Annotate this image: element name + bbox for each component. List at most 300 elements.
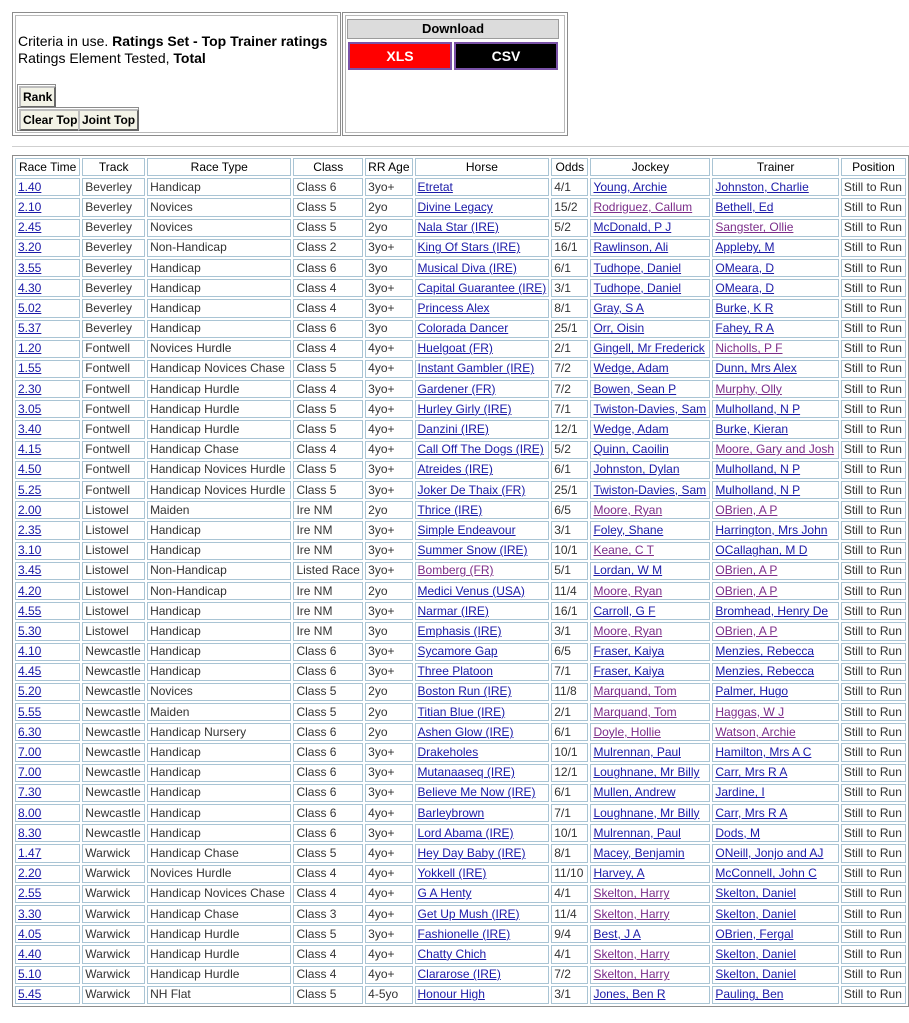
jockey-link[interactable]: Skelton, Harry xyxy=(593,967,670,982)
trainer-link[interactable]: Skelton, Daniel xyxy=(715,946,797,961)
trainer-link[interactable]: OBrien, A P xyxy=(715,623,778,638)
cell-track: Warwick xyxy=(82,885,145,903)
trainer-link[interactable]: Hamilton, Mrs A C xyxy=(715,745,812,760)
cell-track: Listowel xyxy=(82,622,145,640)
trainer-link[interactable]: Pauling, Ben xyxy=(715,987,784,1002)
cell-track: Listowel xyxy=(82,562,145,580)
trainer-link[interactable]: Carr, Mrs R A xyxy=(715,765,788,780)
jockey-link[interactable]: Carroll, G F xyxy=(593,603,656,618)
horse-link[interactable]: Boston Run (IRE) xyxy=(417,684,512,699)
cell-class: Class 3 xyxy=(293,905,363,923)
cell-rr-age: 3yo+ xyxy=(365,562,412,580)
table-row xyxy=(15,219,906,237)
race-time-link[interactable]: 2.35 xyxy=(18,522,42,537)
cell-rr-age: 3yo+ xyxy=(365,602,412,620)
jockey-link[interactable]: Loughnane, Mr Billy xyxy=(593,805,700,820)
trainer-link[interactable]: Watson, Archie xyxy=(715,724,796,739)
horse-link[interactable]: Yokkell (IRE) xyxy=(417,866,487,881)
cell-horse xyxy=(415,562,550,580)
cell-track: Beverley xyxy=(82,320,145,338)
cell-race-type: Handicap xyxy=(147,178,291,196)
horse-link[interactable]: Danzini (IRE) xyxy=(417,422,489,437)
jockey-link[interactable]: Wedge, Adam xyxy=(593,422,669,437)
cell-race-type: Novices Hurdle xyxy=(147,340,291,358)
rank-button[interactable]: Rank xyxy=(19,86,56,108)
race-time-link[interactable]: 5.20 xyxy=(18,684,42,699)
cell-odds: 10/1 xyxy=(551,743,588,761)
horse-link[interactable]: Three Platoon xyxy=(417,664,493,679)
race-time-link[interactable]: 4.40 xyxy=(18,946,42,961)
cell-trainer xyxy=(712,521,838,539)
race-time-link[interactable]: 2.55 xyxy=(18,886,42,901)
table-row xyxy=(15,360,906,378)
cell-jockey xyxy=(590,259,710,277)
jockey-link[interactable]: Marquand, Tom xyxy=(593,684,677,699)
trainer-link[interactable]: Mulholland, N P xyxy=(715,482,801,497)
horse-link[interactable]: Chatty Chich xyxy=(417,946,487,961)
cell-class: Class 4 xyxy=(293,885,363,903)
cell-race-time xyxy=(15,299,80,317)
trainer-link[interactable]: Skelton, Daniel xyxy=(715,906,797,921)
race-time-link[interactable]: 4.20 xyxy=(18,583,42,598)
jockey-link[interactable]: Bowen, Sean P xyxy=(593,381,677,396)
cell-race-time xyxy=(15,582,80,600)
cell-track: Fontwell xyxy=(82,360,145,378)
table-row xyxy=(15,542,906,560)
race-time-link[interactable]: 2.30 xyxy=(18,381,42,396)
jockey-link[interactable]: Moore, Ryan xyxy=(593,623,663,638)
cell-race-time xyxy=(15,400,80,418)
cell-position: Still to Run xyxy=(841,562,906,580)
race-time-link[interactable]: 4.45 xyxy=(18,664,42,679)
horse-link[interactable]: Drakeholes xyxy=(417,745,479,760)
trainer-link[interactable]: OMeara, D xyxy=(715,280,775,295)
cell-position: Still to Run xyxy=(841,865,906,883)
horse-link[interactable]: Musical Diva (IRE) xyxy=(417,260,517,275)
jockey-link[interactable]: Fraser, Kaiya xyxy=(593,664,665,679)
cell-trainer xyxy=(712,198,838,216)
table-row xyxy=(15,259,906,277)
trainer-link[interactable]: OBrien, A P xyxy=(715,583,778,598)
jockey-link[interactable]: Twiston-Davies, Sam xyxy=(593,482,707,497)
race-time-link[interactable]: 5.10 xyxy=(18,967,42,982)
jockey-link[interactable]: Macey, Benjamin xyxy=(593,845,685,860)
cell-jockey xyxy=(590,420,710,438)
cell-rr-age: 3yo xyxy=(365,320,412,338)
cell-jockey xyxy=(590,219,710,237)
race-time-link[interactable]: 6.30 xyxy=(18,724,42,739)
cell-odds: 7/1 xyxy=(551,663,588,681)
trainer-link[interactable]: OCallaghan, M D xyxy=(715,543,808,558)
cell-horse xyxy=(415,703,550,721)
cell-track: Newcastle xyxy=(82,663,145,681)
cell-rr-age: 3yo+ xyxy=(365,824,412,842)
race-time-link[interactable]: 2.00 xyxy=(18,502,42,517)
cell-trainer xyxy=(712,279,838,297)
race-time-link[interactable]: 1.40 xyxy=(18,179,42,194)
cell-rr-age: 4yo+ xyxy=(365,865,412,883)
cell-horse xyxy=(415,521,550,539)
cell-race-type: Handicap xyxy=(147,784,291,802)
cell-horse xyxy=(415,683,550,701)
jockey-link[interactable]: Johnston, Dylan xyxy=(593,462,680,477)
race-time-link[interactable]: 5.45 xyxy=(18,987,42,1002)
jockey-link[interactable]: Harvey, A xyxy=(593,866,645,881)
race-time-link[interactable]: 7.00 xyxy=(18,745,42,760)
column-header-position: Position xyxy=(841,158,906,176)
race-time-link[interactable]: 3.30 xyxy=(18,906,42,921)
cell-odds: 7/1 xyxy=(551,400,588,418)
cell-odds: 5/2 xyxy=(551,441,588,459)
race-time-link[interactable]: 5.55 xyxy=(18,704,42,719)
trainer-link[interactable]: Carr, Mrs R A xyxy=(715,805,788,820)
jockey-link[interactable]: Jones, Ben R xyxy=(593,987,666,1002)
trainer-link[interactable]: Skelton, Daniel xyxy=(715,967,797,982)
jockey-link[interactable]: Fraser, Kaiya xyxy=(593,644,665,659)
cell-odds: 6/1 xyxy=(551,461,588,479)
horse-link[interactable]: Gardener (FR) xyxy=(417,381,496,396)
cell-trainer xyxy=(712,219,838,237)
cell-rr-age: 3yo+ xyxy=(365,461,412,479)
column-header-rr-age: RR Age xyxy=(365,158,412,176)
cell-jockey xyxy=(590,885,710,903)
cell-race-type: Handicap xyxy=(147,602,291,620)
cell-odds: 25/1 xyxy=(551,320,588,338)
race-time-link[interactable]: 2.10 xyxy=(18,199,42,214)
column-header-race-type: Race Type xyxy=(147,158,291,176)
jockey-link[interactable]: Gingell, Mr Frederick xyxy=(593,341,705,356)
table-row xyxy=(15,945,906,963)
trainer-link[interactable]: Menzies, Rebecca xyxy=(715,644,815,659)
trainer-link[interactable]: Burke, Kieran xyxy=(715,422,789,437)
trainer-link[interactable]: Sangster, Ollie xyxy=(715,220,794,235)
jockey-link[interactable]: Tudhope, Daniel xyxy=(593,280,682,295)
cell-race-time xyxy=(15,360,80,378)
cell-class: Class 6 xyxy=(293,643,363,661)
cell-horse xyxy=(415,461,550,479)
table-row xyxy=(15,461,906,479)
race-time-link[interactable]: 4.10 xyxy=(18,644,42,659)
cell-class: Class 5 xyxy=(293,844,363,862)
race-time-link[interactable]: 1.47 xyxy=(18,845,42,860)
race-time-link[interactable]: 1.55 xyxy=(18,361,42,376)
trainer-link[interactable]: Mulholland, N P xyxy=(715,462,801,477)
table-row xyxy=(15,340,906,358)
race-time-link[interactable]: 4.50 xyxy=(18,462,42,477)
cell-rr-age: 3yo+ xyxy=(365,380,412,398)
trainer-link[interactable]: Bromhead, Henry De xyxy=(715,603,829,618)
horse-link[interactable]: Nala Star (IRE) xyxy=(417,220,499,235)
jockey-link[interactable]: Moore, Ryan xyxy=(593,502,663,517)
horse-link[interactable]: Hurley Girly (IRE) xyxy=(417,401,512,416)
cell-race-type: Handicap xyxy=(147,259,291,277)
cell-race-type: Handicap xyxy=(147,743,291,761)
horse-link[interactable]: Ashen Glow (IRE) xyxy=(417,724,514,739)
race-time-link[interactable]: 8.30 xyxy=(18,825,42,840)
race-time-link[interactable]: 7.00 xyxy=(18,765,42,780)
cell-class: Class 4 xyxy=(293,299,363,317)
horse-link[interactable]: Capital Guarantee (IRE) xyxy=(417,280,547,295)
jockey-link[interactable]: Quinn, Caoilin xyxy=(593,442,669,457)
cell-position: Still to Run xyxy=(841,703,906,721)
jockey-link[interactable]: Mulrennan, Paul xyxy=(593,745,681,760)
race-time-link[interactable]: 2.20 xyxy=(18,866,42,881)
cell-race-time xyxy=(15,259,80,277)
race-time-link[interactable]: 5.37 xyxy=(18,321,42,336)
horse-link[interactable]: Divine Legacy xyxy=(417,199,493,214)
cell-race-type: Handicap Hurdle xyxy=(147,925,291,943)
xls-download-button[interactable]: XLS xyxy=(348,42,452,70)
race-time-link[interactable]: 4.30 xyxy=(18,280,42,295)
trainer-link[interactable]: OBrien, Fergal xyxy=(715,926,794,941)
clear-top-button[interactable]: Clear Top xyxy=(19,109,81,131)
horse-link[interactable]: Emphasis (IRE) xyxy=(417,623,502,638)
horse-link[interactable]: Fashionelle (IRE) xyxy=(417,926,511,941)
jockey-link[interactable]: Lordan, W M xyxy=(593,563,663,578)
horse-link[interactable]: Atreides (IRE) xyxy=(417,462,493,477)
trainer-link[interactable]: Moore, Gary and Josh xyxy=(715,442,835,457)
cell-trainer xyxy=(712,542,838,560)
trainer-link[interactable]: McConnell, John C xyxy=(715,866,817,881)
race-time-link[interactable]: 3.05 xyxy=(18,401,42,416)
race-time-link[interactable]: 4.05 xyxy=(18,926,42,941)
cell-position: Still to Run xyxy=(841,643,906,661)
trainer-link[interactable]: Palmer, Hugo xyxy=(715,684,789,699)
horse-link[interactable]: Colorada Dancer xyxy=(417,321,509,336)
jockey-link[interactable]: Young, Archie xyxy=(593,179,668,194)
horse-link[interactable]: Huelgoat (FR) xyxy=(417,341,493,356)
cell-horse xyxy=(415,824,550,842)
horse-link[interactable]: G A Henty xyxy=(417,886,472,901)
horse-link[interactable]: Etretat xyxy=(417,179,453,194)
cell-odds: 7/2 xyxy=(551,380,588,398)
race-time-link[interactable]: 5.02 xyxy=(18,300,42,315)
race-time-link[interactable]: 3.45 xyxy=(18,563,42,578)
cell-position: Still to Run xyxy=(841,178,906,196)
horse-link[interactable]: Titian Blue (IRE) xyxy=(417,704,506,719)
trainer-link[interactable]: Bethell, Ed xyxy=(715,199,774,214)
jockey-link[interactable]: Mulrennan, Paul xyxy=(593,825,681,840)
horse-link[interactable]: Mutanaaseq (IRE) xyxy=(417,765,515,780)
jockey-link[interactable]: Skelton, Harry xyxy=(593,886,670,901)
cell-class: Class 6 xyxy=(293,320,363,338)
horse-link[interactable]: Hey Day Baby (IRE) xyxy=(417,845,526,860)
trainer-link[interactable]: Skelton, Daniel xyxy=(715,886,797,901)
cell-horse xyxy=(415,966,550,984)
jockey-link[interactable]: Tudhope, Daniel xyxy=(593,260,682,275)
race-time-link[interactable]: 3.55 xyxy=(18,260,42,275)
horse-link[interactable]: Instant Gambler (IRE) xyxy=(417,361,535,376)
race-time-link[interactable]: 1.20 xyxy=(18,341,42,356)
cell-rr-age: 3yo+ xyxy=(365,299,412,317)
horse-link[interactable]: Sycamore Gap xyxy=(417,644,498,659)
cell-class: Class 4 xyxy=(293,279,363,297)
cell-race-type: Handicap Novices Hurdle xyxy=(147,481,291,499)
cell-track: Listowel xyxy=(82,501,145,519)
cell-track: Warwick xyxy=(82,925,145,943)
jockey-link[interactable]: Wedge, Adam xyxy=(593,361,669,376)
trainer-link[interactable]: Jardine, I xyxy=(715,785,765,800)
cell-class: Class 6 xyxy=(293,784,363,802)
cell-rr-age: 2yo xyxy=(365,198,412,216)
horse-link[interactable]: Simple Endeavour xyxy=(417,522,516,537)
cell-position: Still to Run xyxy=(841,542,906,560)
cell-race-time xyxy=(15,219,80,237)
trainer-link[interactable]: Appleby, M xyxy=(715,240,775,255)
cell-position: Still to Run xyxy=(841,986,906,1004)
trainer-link[interactable]: OBrien, A P xyxy=(715,502,778,517)
cell-odds: 2/1 xyxy=(551,340,588,358)
table-row xyxy=(15,743,906,761)
csv-download-button[interactable]: CSV xyxy=(454,42,558,70)
cell-position: Still to Run xyxy=(841,723,906,741)
cell-odds: 3/1 xyxy=(551,521,588,539)
trainer-link[interactable]: Nicholls, P F xyxy=(715,341,783,356)
trainer-link[interactable]: OMeara, D xyxy=(715,260,775,275)
cell-horse xyxy=(415,582,550,600)
cell-position: Still to Run xyxy=(841,966,906,984)
horse-link[interactable]: Bomberg (FR) xyxy=(417,563,494,578)
cell-jockey xyxy=(590,380,710,398)
jockey-link[interactable]: Mullen, Andrew xyxy=(593,785,676,800)
horse-link[interactable]: Narmar (IRE) xyxy=(417,603,489,618)
horse-link[interactable]: Princess Alex xyxy=(417,300,490,315)
horse-link[interactable]: Get Up Mush (IRE) xyxy=(417,906,520,921)
jockey-link[interactable]: Best, J A xyxy=(593,926,641,941)
cell-jockey xyxy=(590,340,710,358)
race-time-link[interactable]: 3.20 xyxy=(18,240,42,255)
horse-link[interactable]: Summer Snow (IRE) xyxy=(417,543,528,558)
cell-track: Beverley xyxy=(82,178,145,196)
column-header-race-time: Race Time xyxy=(15,158,80,176)
race-time-link[interactable]: 2.45 xyxy=(18,220,42,235)
cell-odds: 5/1 xyxy=(551,562,588,580)
race-time-link[interactable]: 5.25 xyxy=(18,482,42,497)
cell-rr-age: 3yo+ xyxy=(365,764,412,782)
trainer-link[interactable]: Burke, K R xyxy=(715,300,774,315)
horse-link[interactable]: King Of Stars (IRE) xyxy=(417,240,521,255)
horse-link[interactable]: Joker De Thaix (FR) xyxy=(417,482,526,497)
cell-race-type: Handicap xyxy=(147,521,291,539)
race-time-link[interactable]: 3.40 xyxy=(18,422,42,437)
trainer-link[interactable]: Johnston, Charlie xyxy=(715,179,809,194)
jockey-link[interactable]: Rawlinson, Ali xyxy=(593,240,669,255)
table-row xyxy=(15,320,906,338)
trainer-link[interactable]: Menzies, Rebecca xyxy=(715,664,815,679)
race-time-link[interactable]: 5.30 xyxy=(18,623,42,638)
cell-trainer xyxy=(712,784,838,802)
jockey-link[interactable]: Twiston-Davies, Sam xyxy=(593,401,707,416)
cell-race-type: Handicap Nursery xyxy=(147,723,291,741)
cell-rr-age: 3yo+ xyxy=(365,279,412,297)
cell-trainer xyxy=(712,663,838,681)
cell-horse xyxy=(415,441,550,459)
trainer-link[interactable]: Mulholland, N P xyxy=(715,401,801,416)
cell-class: Class 6 xyxy=(293,663,363,681)
cell-odds: 6/1 xyxy=(551,259,588,277)
trainer-link[interactable]: Murphy, Olly xyxy=(715,381,782,396)
cell-trainer xyxy=(712,441,838,459)
race-time-link[interactable]: 4.55 xyxy=(18,603,42,618)
cell-horse xyxy=(415,945,550,963)
race-time-link[interactable]: 7.30 xyxy=(18,785,42,800)
joint-top-button[interactable]: Joint Top xyxy=(78,109,139,131)
jockey-link[interactable]: Doyle, Hollie xyxy=(593,724,661,739)
trainer-link[interactable]: Haggas, W J xyxy=(715,704,785,719)
cell-race-time xyxy=(15,865,80,883)
cell-track: Beverley xyxy=(82,259,145,277)
jockey-link[interactable]: Keane, C T xyxy=(593,543,654,558)
cell-jockey xyxy=(590,764,710,782)
cell-trainer xyxy=(712,481,838,499)
race-time-link[interactable]: 8.00 xyxy=(18,805,42,820)
horse-link[interactable]: Honour High xyxy=(417,987,485,1002)
horse-link[interactable]: Clararose (IRE) xyxy=(417,967,501,982)
cell-race-time xyxy=(15,198,80,216)
jockey-link[interactable]: Marquand, Tom xyxy=(593,704,677,719)
element-value: Total xyxy=(173,50,206,66)
cell-horse xyxy=(415,259,550,277)
trainer-link[interactable]: Fahey, R A xyxy=(715,321,774,336)
horse-link[interactable]: Lord Abama (IRE) xyxy=(417,825,514,840)
jockey-link[interactable]: Foley, Shane xyxy=(593,522,664,537)
jockey-link[interactable]: Gray, S A xyxy=(593,300,644,315)
horse-link[interactable]: Call Off The Dogs (IRE) xyxy=(417,442,544,457)
cell-jockey xyxy=(590,320,710,338)
cell-odds: 12/1 xyxy=(551,764,588,782)
trainer-link[interactable]: Harrington, Mrs John xyxy=(715,522,828,537)
jockey-link[interactable]: Moore, Ryan xyxy=(593,583,663,598)
jockey-link[interactable]: Skelton, Harry xyxy=(593,906,670,921)
cell-race-time xyxy=(15,945,80,963)
jockey-link[interactable]: Orr, Oisin xyxy=(593,321,645,336)
cell-jockey xyxy=(590,986,710,1004)
criteria-prefix: Criteria in use. xyxy=(18,33,113,49)
cell-class: Listed Race xyxy=(293,562,363,580)
horse-link[interactable]: Thrice (IRE) xyxy=(417,502,483,517)
cell-rr-age: 4yo+ xyxy=(365,885,412,903)
jockey-link[interactable]: Loughnane, Mr Billy xyxy=(593,765,700,780)
race-time-link[interactable]: 3.10 xyxy=(18,543,42,558)
jockey-link[interactable]: Skelton, Harry xyxy=(593,946,670,961)
table-header-row xyxy=(15,158,906,176)
cell-trainer xyxy=(712,925,838,943)
cell-track: Fontwell xyxy=(82,400,145,418)
cell-trainer xyxy=(712,966,838,984)
trainer-link[interactable]: ONeill, Jonjo and AJ xyxy=(715,845,824,860)
horse-link[interactable]: Barleybrown xyxy=(417,805,485,820)
horse-link[interactable]: Believe Me Now (IRE) xyxy=(417,785,536,800)
divider xyxy=(12,146,909,147)
cell-track: Newcastle xyxy=(82,824,145,842)
cell-horse xyxy=(415,723,550,741)
cell-odds: 15/2 xyxy=(551,198,588,216)
race-time-link[interactable]: 4.15 xyxy=(18,442,42,457)
trainer-link[interactable]: Dods, M xyxy=(715,825,761,840)
cell-race-time xyxy=(15,279,80,297)
cell-rr-age: 2yo xyxy=(365,582,412,600)
horse-link[interactable]: Medici Venus (USA) xyxy=(417,583,525,598)
jockey-link[interactable]: McDonald, P J xyxy=(593,220,672,235)
cell-trainer xyxy=(712,885,838,903)
cell-class: Class 5 xyxy=(293,461,363,479)
trainer-link[interactable]: OBrien, A P xyxy=(715,563,778,578)
jockey-link[interactable]: Rodriguez, Callum xyxy=(593,199,693,214)
table-row xyxy=(15,198,906,216)
trainer-link[interactable]: Dunn, Mrs Alex xyxy=(715,361,797,376)
cell-rr-age: 3yo+ xyxy=(365,239,412,257)
cell-class: Class 4 xyxy=(293,340,363,358)
